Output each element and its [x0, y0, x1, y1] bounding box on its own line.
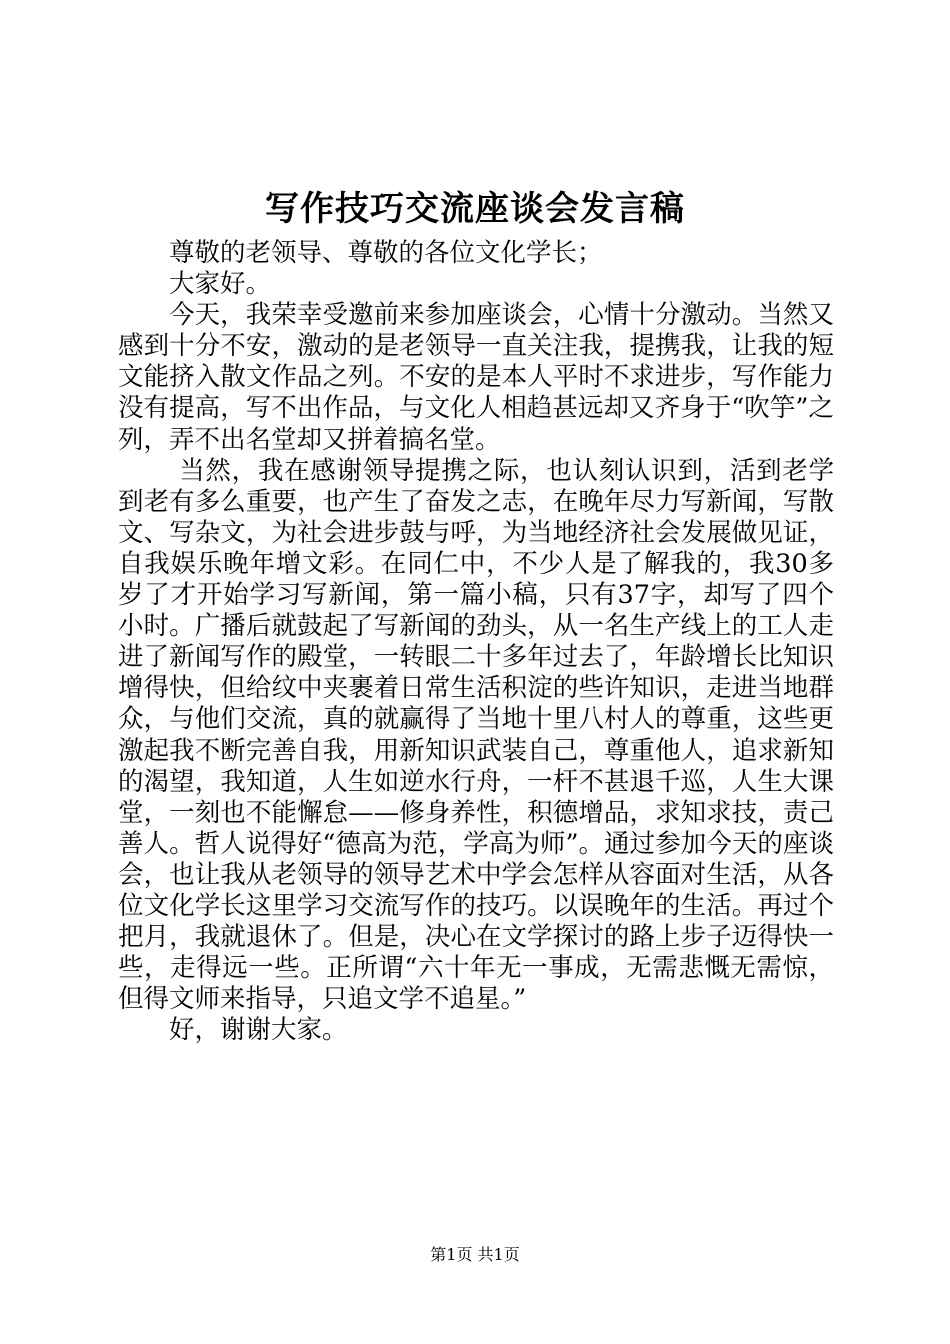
document-body	[118, 238, 834, 1046]
closing-paragraph: 好，谢谢大家。	[169, 1015, 348, 1046]
document-title: 写作技巧交流座谈会发言稿	[265, 189, 685, 229]
body-paragraph: 今天，我荣幸受邀前来参加座谈会，心情十分激动。当然又感到十分不安，激动的是老领导一直关注我，提携我，让我的短文能挤入散文作品之列。不安的是本人平时不求进步，写作能力没有提高，写不出作品，与文化人相趋甚远却又齐身于“吹竽”之列，弄不出名堂却又拼着搞名堂。	[118, 300, 834, 455]
body-paragraph: 当然，我在感谢领导提携之际，也认刻认识到，活到老学到老有多么重要，也产生了奋发之志，在晚年尽力写新闻，写散文、写杂文，为社会进步鼓与呼，为当地经济社会发展做见证，自我娱乐晚年增文彩。在同仁中，不少人是了解我的，我30多岁了才开始学习写新闻，第一篇小稿，只有37字，却写了四个小时。广播后就鼓起了写新闻的劲头，从一名生产线上的工人走进了新闻写作的殿堂，一转眼二十多年过去了，年龄增长比知识增得快，但给纹中夹裹着日常生活积淀的些许知识，走进当地群众，与他们交流，真的就赢得了当地十里八村人的尊重，这些更激起我不断完善自我，用新知识武装自己，尊重他人，追求新知的渴望，我知道，人生如逆水行舟，一杆不甚退千巡，人生大课堂，一刻也不能懈怠——修身养性，积德增品，求知求技，责己善人。哲人说得好“德高为范，学高为师”。通过参加今天的座谈会，也让我从老领导的领导艺术中学会怎样从容面对生活，从各位文化学长这里学习交流写作的技巧。以误晚年的生活。再过个把月，我就退休了。但是，决心在文学探讨的路上步子迈得快一些，走得远一些。正所谓“六十年无一事成，无需悲慨无需惊，但得文师来指导，只追文学不追星。”	[118, 455, 834, 1015]
page-footer: 第1页 共1页	[430, 1245, 520, 1264]
greeting-paragraph: 大家好。	[169, 269, 272, 300]
salutation-paragraph: 尊敬的老领导、尊敬的各位文化学长；	[169, 238, 603, 268]
